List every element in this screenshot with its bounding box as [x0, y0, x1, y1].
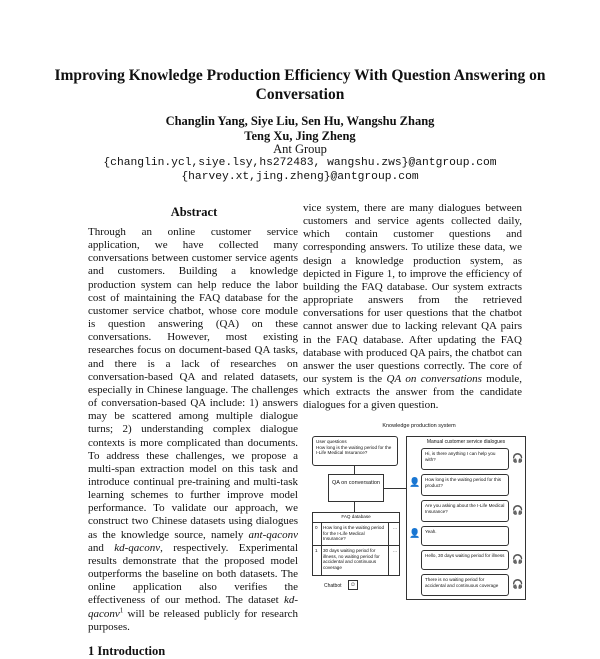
- faq-row-more: ...: [393, 525, 397, 530]
- headset-icon: 🎧: [512, 505, 524, 515]
- user-question-text: How long is the waiting period for the I-Life Medical Insurance?: [316, 444, 392, 456]
- headset-icon: 🎧: [512, 554, 524, 564]
- qa-module-box: QA on conversation: [328, 474, 384, 502]
- dialogue-turn-user: How long is the waiting period for this product?: [421, 474, 509, 496]
- faq-row-id: 0: [315, 525, 318, 530]
- dialogue-turn-agent: Are you asking about the I-Life Medical Insurance?: [421, 500, 509, 522]
- dialogue-turn-agent: There is no waiting period for accidental and continuous coverage: [421, 574, 509, 596]
- dialogue-turn-user: Yeah.: [421, 526, 509, 546]
- arrow: [354, 466, 355, 474]
- user-questions-label: User questions: [316, 439, 347, 444]
- figure-knowledge-production-system: [308, 422, 530, 600]
- faq-header: FAQ database: [313, 513, 399, 523]
- introduction-body: [303, 202, 522, 413]
- headset-icon: 🎧: [512, 579, 524, 589]
- dialogue-turn-agent: Hi, is there anything I can help you with?: [421, 448, 509, 470]
- dataset-name: kd-qaconv: [88, 594, 298, 620]
- faq-row-question: How long is the waiting period for the I-Life Medical Insurance?: [323, 525, 385, 542]
- arrow: [384, 488, 406, 489]
- user-icon: 👤: [409, 477, 421, 487]
- faq-database-table: [312, 512, 400, 576]
- left-column: [88, 226, 298, 659]
- headset-icon: 🎧: [512, 453, 524, 463]
- footnote-mark[interactable]: 1: [119, 605, 124, 614]
- dataset-name: ant-qaconv: [248, 528, 298, 541]
- authors-line-1: Changlin Yang, Siye Liu, Sen Hu, Wangshu Zhang: [165, 114, 435, 128]
- abstract-text: Through an online customer service application, we have collected many conversations between customer service agents and customers. Building a knowledge production system can help reduce the labor cost of maintaining the FAQ database for the customer service chatbot, whose core module is question answering (QA) on these conversations. However, most existing researches focus on document-based QA tasks, and there is a lack of researches on conversation-based QA and related datasets, especially in Chinese language. The challenges of conversation-based QA include: 1) answers may be scattered among multiple dialogue turns; 2) understanding complex dialogue contexts is more complicated than documents. To address these challenges, we propose a multi-span extraction model on this task and introduce continual pre-training and multi-task learning schemes to further improve model performance. To validate our approach, we construct two Chinese datasets using dialogues as the knowledge source, namely: [88, 226, 298, 541]
- faq-row-id: 1: [315, 548, 318, 553]
- abstract-text: will be released publicly for research purposes.: [88, 607, 298, 633]
- paper-title: Improving Knowledge Production Efficiency With Question Answering on Conversation: [54, 67, 546, 103]
- dialogue-turn-agent: Hello, 30 days waiting period for illness: [421, 550, 509, 570]
- intro-text: vice system, there are many dialogues between customers and service agents collected daily, which contain customer questions and corresponding answers. To utilize these data, we design a knowledge production system, as depicted in Figure 1, to improve the efficiency of building the FAQ database. Our system extracts appropriate answers from the retrieved conversations for user questions that the chatbot cannot answer due to lacking relevant QA pairs in the FAQ database. After updating the FAQ database with produced QA pairs, the chatbot can answer the user questions correctly. The core of our system is the: [303, 202, 522, 386]
- user-questions-box: [312, 436, 398, 466]
- abstract-text: , respectively. Experimental results demonstrate that the proposed model outperforms the baseline on both datasets. The online application also verifies the effectiveness of our method. The dataset: [88, 541, 298, 607]
- dialogues-label: Manual customer service dialogues: [426, 439, 506, 445]
- intro-text: module, which extracts the answer from the candidate dialogues for a given question.: [303, 373, 523, 412]
- faq-row: [313, 523, 399, 545]
- authors: [40, 114, 560, 144]
- arrow: [354, 502, 355, 512]
- user-icon: 👤: [409, 528, 421, 538]
- figure-title: Knowledge production system: [382, 423, 456, 429]
- faq-row: [313, 545, 399, 576]
- chatbot-label: Chatbot: [324, 583, 342, 589]
- chatbot-icon: ☺: [349, 582, 357, 588]
- abstract-text: and: [88, 541, 115, 554]
- section-heading-introduction: 1 Introduction: [88, 643, 166, 658]
- authors-line-2: Teng Xu, Jing Zheng: [244, 129, 356, 143]
- email-line-2: {harvey.xt,jing.zheng}@antgroup.com: [181, 171, 419, 183]
- dataset-name: kd-qaconv: [114, 541, 161, 554]
- affiliation: Ant Group: [273, 142, 327, 156]
- abstract-body: [88, 226, 298, 634]
- module-name: QA on conversations: [386, 373, 482, 386]
- abstract-heading: Abstract: [170, 205, 218, 219]
- faq-row-more: ...: [393, 548, 397, 553]
- email-line-1: {changlin.ycl,siye.lsy,hs272483, wangshu.zws}@antgroup.com: [103, 157, 497, 169]
- faq-row-answer: 30 days waiting period for illness, no waiting period for accidental and continuous coverage: [323, 548, 380, 570]
